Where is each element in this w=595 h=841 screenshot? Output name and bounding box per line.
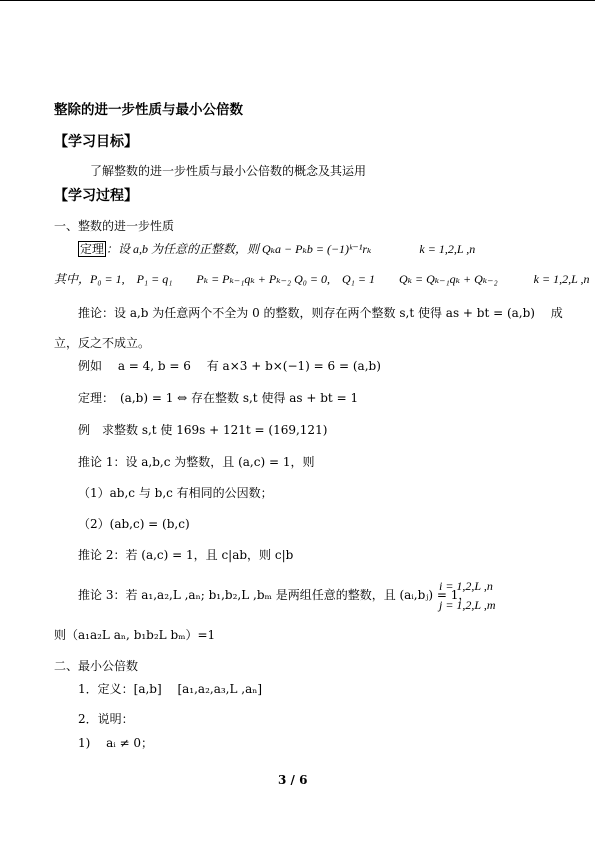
- corollary-3: 推论 3：若 a₁,a₂,L ,aₙ; b₁,b₂,L ,bₘ 是两组任意的整数，且 (aᵢ,bⱼ) = 1，: [78, 588, 471, 602]
- corollary-2: 推论 2：若 (a,c) = 1，且 c|ab，则 c|b: [78, 548, 294, 562]
- example-1: 例如 a = 4, b = 6 有 a×3 + b×(−1) = 6 = (a,b): [78, 359, 381, 373]
- where-definitions: 其中，P₀ = 1, P₁ = q₁ Pₖ = Pₖ₋₁qₖ + Pₖ₋₂ Q₀ = 0, Q₁ = 1 Qₖ = Qₖ₋₁qₖ + Qₖ₋₂ k = 1,2,L ,n: [54, 272, 590, 286]
- corollary-3-index-j: j = 1,2,L ,m: [439, 598, 496, 612]
- part2-heading: 二、最小公倍数: [54, 659, 139, 673]
- corollary-line-1: 推论：设 a,b 为任意两个不全为 0 的整数，则存在两个整数 s,t 使得 as + bt = (a,b) 成: [78, 306, 563, 320]
- corollary-3-conclusion: 则（a₁a₂L aₙ, b₁b₂L bₘ）=1: [54, 628, 216, 642]
- corollary-line-2: 立，反之不成立。: [54, 336, 151, 350]
- corollary-3-index-i: i = 1,2,L ,n: [439, 579, 493, 593]
- explanation-item-1: 1) aᵢ ≠ 0；: [78, 736, 154, 750]
- goal-text: 了解整数的进一步性质与最小公倍数的概念及其运用: [90, 164, 367, 178]
- theorem-line: [78, 241, 475, 257]
- doc-title: 整除的进一步性质与最小公倍数: [54, 102, 243, 118]
- theorem-text: ：设 a,b 为任意的正整数，则 Qₖa − Pₖb = (−1)ᵏ⁻¹rₖ k = 1,2,L ,n: [106, 242, 476, 256]
- section-heading-goal: 【学习目标】: [54, 134, 138, 150]
- example-2: 例 求整数 s,t 使 169s + 121t = (169,121): [78, 423, 328, 437]
- theorem-label-box: 定理: [80, 242, 105, 256]
- section-heading-process: 【学习过程】: [54, 188, 138, 204]
- corollary-1: 推论 1：设 a,b,c 为整数，且 (a,c) = 1，则: [78, 455, 315, 469]
- corollary-1-item-1: （1）ab,c 与 b,c 有相同的公因数；: [78, 486, 273, 500]
- explanation-heading: 2．说明：: [78, 712, 134, 726]
- definition-line: 1．定义：[a,b] [a₁,a₂,a₃,L ,aₙ]: [78, 682, 263, 696]
- corollary-1-item-2: （2）(ab,c) = (b,c): [78, 517, 190, 531]
- page-number: 3 / 6: [278, 773, 308, 787]
- theorem-2: 定理： (a,b) = 1 ⇔ 存在整数 s,t 使得 as + bt = 1: [78, 391, 359, 405]
- top-border-line: [0, 0, 595, 1]
- part1-heading: 一、整数的进一步性质: [54, 219, 175, 233]
